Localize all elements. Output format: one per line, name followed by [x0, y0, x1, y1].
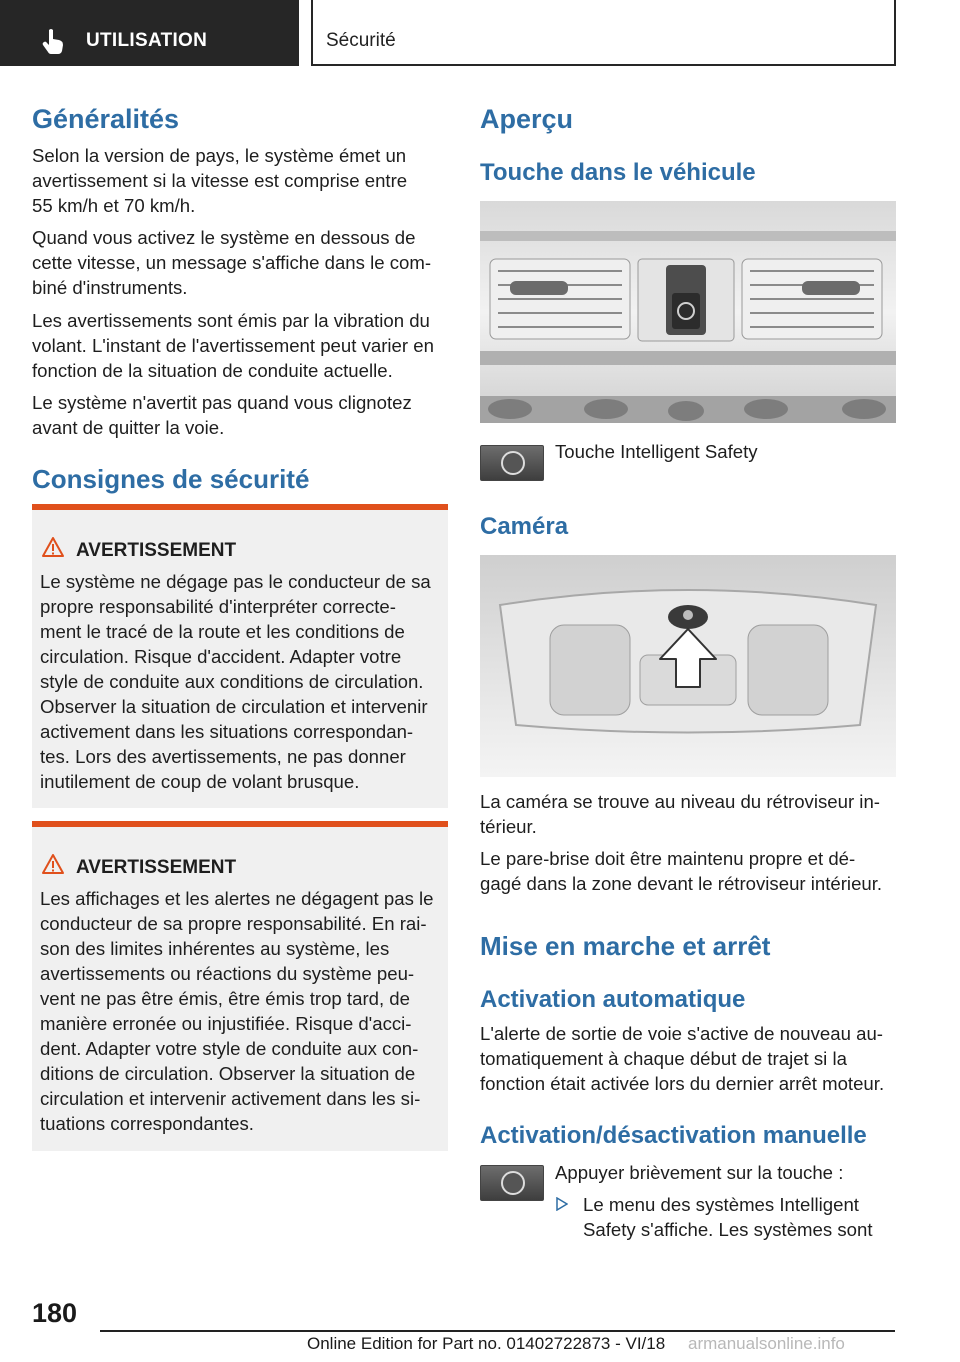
- heading-mise-en-marche: Mise en marche et arrêt: [480, 931, 771, 961]
- camera-paragraph-2: Le pare-brise doit être maintenu propre et dé‐ gagé dans la zone devant le rétroviseur intérieur.: [480, 848, 883, 894]
- dashboard-button-illustration: [480, 201, 896, 423]
- camera-paragraph-1: La caméra se trouve au niveau du rétroviseur in‐ térieur.: [480, 791, 880, 837]
- camera-location-illustration: [480, 555, 896, 777]
- paragraph-2: Quand vous activez le système en dessous de cette vitesse, un message s'affiche dans le com‐ biné d'instruments.: [32, 227, 432, 298]
- heading-touche: Touche dans le véhicule: [480, 159, 756, 186]
- footer-divider: [100, 1330, 895, 1332]
- heading-activation-manuelle: Activation/désactivation manuelle: [480, 1122, 867, 1149]
- watermark: armanualsonline.info: [688, 1334, 845, 1353]
- touche-caption: Touche Intelligent Safety: [555, 441, 758, 462]
- hand-pointer-icon: [42, 28, 66, 54]
- warning-title: AVERTISSEMENT: [76, 540, 237, 561]
- warning-box-2: [32, 821, 448, 1151]
- section-tab: [0, 0, 299, 66]
- heading-generalites: Généralités: [32, 104, 180, 134]
- warning-triangle-icon: [41, 536, 65, 558]
- intelligent-safety-button-icon: [480, 445, 544, 481]
- heading-camera: Caméra: [480, 513, 569, 540]
- bullet-triangle-icon: [556, 1197, 568, 1211]
- warning-box-1: [32, 504, 448, 808]
- warning-triangle-icon: [41, 853, 65, 875]
- heading-apercu: Aperçu: [480, 104, 574, 134]
- heading-activation-auto: Activation automatique: [480, 986, 746, 1013]
- bullet-text: Le menu des systèmes Intelligent Safety s'affiche. Les systèmes sont: [583, 1194, 873, 1240]
- warning-title: AVERTISSEMENT: [76, 857, 237, 878]
- intelligent-safety-button-icon: [480, 1165, 544, 1201]
- auto-paragraph: L'alerte de sortie de voie s'active de nouveau au‐ tomatiquement à chaque début de trajet si la fonction était activée lors du dernier arrêt moteur.: [480, 1023, 885, 1094]
- chapter-box: [311, 0, 896, 66]
- heading-consignes: Consignes de sécurité: [32, 464, 310, 494]
- page-number: 180: [32, 1298, 78, 1328]
- warning-text: Les affichages et les alertes ne dégagent pas le conducteur de sa propre responsabilité. En rai‐ son des limites inhérentes au système, les avertissements ou réactions du système peu‐ vent ne pas être émis, être émis trop tard, de manière erronée ou injustifiée. Risque d'acci‐ dent. Adapter votre style de conduite aux con‐ ditions de circulation. Observer la situation de circulation et intervenir activement dans les si‐ tuations correspondantes.: [40, 888, 434, 1134]
- edition-text: Online Edition for Part no. 01402722873 - VI/18: [307, 1334, 666, 1353]
- chapter-title: Sécurité: [326, 30, 396, 51]
- paragraph-3: Les avertissements sont émis par la vibration du volant. L'instant de l'avertissement peut varier en fonction de la situation de conduite actuelle.: [32, 310, 434, 381]
- paragraph-1: Selon la version de pays, le système émet un avertissement si la vitesse est comprise entre 55 km/h et 70 km/h.: [32, 145, 408, 216]
- warning-text: Le système ne dégage pas le conducteur de sa propre responsabilité d'interpréter correcte‐ ment le tracé de la route et les conditions de circulation. Risque d'accident. Adapter votre style de conduite aux conditions de circulation. Observer la situation de circulation et intervenir activement dans les situations correspondan‐ tes. Lors des avertissements, ne pas donner inutilement de coup de volant brusque.: [40, 571, 431, 792]
- manual-instruction: Appuyer brièvement sur la touche :: [555, 1162, 844, 1183]
- paragraph-4: Le système n'avertit pas quand vous clignotez avant de quitter la voie.: [32, 392, 412, 438]
- section-title: UTILISATION: [86, 30, 208, 51]
